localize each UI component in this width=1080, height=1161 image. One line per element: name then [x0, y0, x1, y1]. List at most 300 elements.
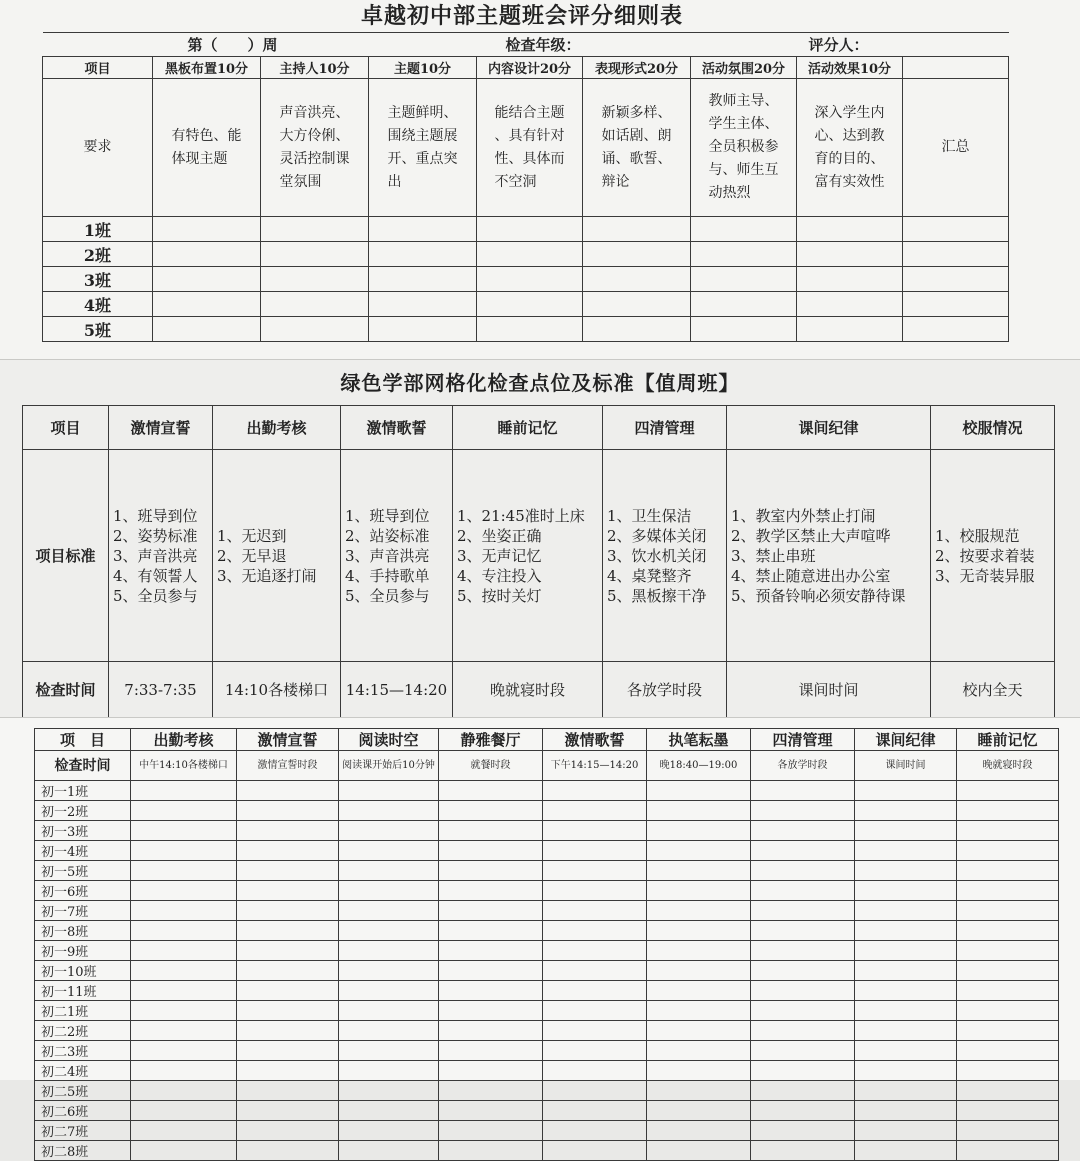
time-cell: 校内全天	[931, 662, 1055, 718]
score-cell[interactable]	[339, 821, 439, 841]
score-cell[interactable]	[855, 1041, 957, 1061]
score-cell[interactable]	[131, 1141, 237, 1161]
score-cell[interactable]	[855, 981, 957, 1001]
score-cell[interactable]	[647, 961, 751, 981]
score-cell[interactable]	[957, 981, 1059, 1001]
score-cell[interactable]	[543, 801, 647, 821]
sheet1-title: 卓越初中部主题班会评分细则表	[360, 3, 683, 29]
score-cell[interactable]	[131, 881, 237, 901]
score-cell[interactable]	[855, 921, 957, 941]
header-cell: 校服情况	[931, 406, 1055, 450]
score-cell[interactable]	[647, 1141, 751, 1161]
score-cell[interactable]	[957, 941, 1059, 961]
score-cell[interactable]	[751, 841, 855, 861]
score-cell[interactable]	[855, 1121, 957, 1141]
score-cell[interactable]	[369, 242, 477, 267]
score-cell[interactable]	[237, 1041, 339, 1061]
week-label: 第（ ）周	[187, 36, 278, 54]
req-cell: 新颖多样、 如话剧、朗 诵、歌誓、 辩论	[583, 79, 691, 217]
time-cell: 晚就寝时段	[957, 751, 1059, 781]
class-label: 初一3班	[35, 821, 131, 841]
score-cell[interactable]	[339, 1001, 439, 1021]
class-label: 初二4班	[35, 1061, 131, 1081]
table-row	[35, 981, 1059, 1001]
table-row	[35, 901, 1059, 921]
score-cell[interactable]	[543, 981, 647, 1001]
score-cell[interactable]	[957, 901, 1059, 921]
score-cell[interactable]	[261, 242, 369, 267]
score-cell[interactable]	[903, 317, 1009, 342]
time-cell: 激情宣誓时段	[237, 751, 339, 781]
table-row	[35, 961, 1059, 981]
score-cell[interactable]	[647, 921, 751, 941]
score-cell[interactable]	[131, 1081, 237, 1101]
header-cell: 四清管理	[751, 729, 855, 751]
time-cell: 阅读课开始后10分钟	[339, 751, 439, 781]
score-cell[interactable]	[647, 841, 751, 861]
score-cell[interactable]	[261, 267, 369, 292]
score-cell[interactable]	[543, 1101, 647, 1121]
score-cell[interactable]	[439, 1101, 543, 1121]
score-cell[interactable]	[543, 1021, 647, 1041]
header-cell: 激情宣誓	[237, 729, 339, 751]
std-label: 项目标准	[23, 450, 109, 662]
score-cell[interactable]	[237, 1121, 339, 1141]
score-cell[interactable]	[647, 1041, 751, 1061]
score-cell[interactable]	[543, 1081, 647, 1101]
score-cell[interactable]	[153, 317, 261, 342]
score-cell[interactable]	[369, 292, 477, 317]
class-label: 初一4班	[35, 841, 131, 861]
score-cell[interactable]	[339, 1101, 439, 1121]
score-cell[interactable]	[751, 881, 855, 901]
score-cell[interactable]	[439, 781, 543, 801]
score-cell[interactable]	[439, 1021, 543, 1041]
req-cell: 教师主导、 学生主体、 全员积极参 与、师生互 动热烈	[691, 79, 797, 217]
score-cell[interactable]	[237, 1141, 339, 1161]
score-cell[interactable]	[691, 317, 797, 342]
header-cell: 睡前记忆	[453, 406, 603, 450]
score-cell[interactable]	[751, 1101, 855, 1121]
score-cell[interactable]	[751, 1041, 855, 1061]
class-label: 初二1班	[35, 1001, 131, 1021]
class-label: 初一7班	[35, 901, 131, 921]
header-cell: 静雅餐厅	[439, 729, 543, 751]
sheet2-table	[22, 405, 1055, 718]
time-cell: 晚就寝时段	[453, 662, 603, 718]
class-label: 初二7班	[35, 1121, 131, 1141]
req-cell: 能结合主题 、具有针对 性、具体而 不空洞	[477, 79, 583, 217]
score-cell[interactable]	[543, 841, 647, 861]
score-cell[interactable]	[957, 1041, 1059, 1061]
score-cell[interactable]	[855, 861, 957, 881]
score-cell[interactable]	[647, 781, 751, 801]
score-cell[interactable]	[855, 841, 957, 861]
score-cell[interactable]	[237, 1081, 339, 1101]
score-cell[interactable]	[439, 1121, 543, 1141]
score-cell[interactable]	[647, 881, 751, 901]
score-cell[interactable]	[543, 1141, 647, 1161]
class-label: 初一11班	[35, 981, 131, 1001]
header-cell: 四清管理	[603, 406, 727, 450]
sheet1-meta-row	[43, 33, 1009, 57]
score-cell[interactable]	[855, 1081, 957, 1101]
class-label: 3班	[43, 267, 153, 292]
score-cell[interactable]	[855, 781, 957, 801]
score-cell[interactable]	[439, 861, 543, 881]
time-cell: 课间时间	[855, 751, 957, 781]
table-row	[35, 881, 1059, 901]
score-cell[interactable]	[903, 292, 1009, 317]
score-cell[interactable]	[647, 1101, 751, 1121]
score-cell[interactable]	[543, 781, 647, 801]
score-cell[interactable]	[439, 941, 543, 961]
sheet1-table	[42, 32, 1009, 342]
score-cell[interactable]	[855, 1061, 957, 1081]
time-cell: 各放学时段	[603, 662, 727, 718]
score-cell[interactable]	[131, 981, 237, 1001]
score-cell[interactable]	[339, 1041, 439, 1061]
score-cell[interactable]	[543, 961, 647, 981]
score-cell[interactable]	[957, 821, 1059, 841]
score-cell[interactable]	[237, 961, 339, 981]
std-cell: 1、校服规范 2、按要求着装 3、无奇装异服	[931, 450, 1055, 662]
std-cell: 1、教室内外禁止打闹 2、教学区禁止大声喧哗 3、禁止串班 4、禁止随意进出办公室 5、预备铃响必须安静待课	[727, 450, 931, 662]
score-cell[interactable]	[339, 921, 439, 941]
score-cell[interactable]	[369, 217, 477, 242]
sheet3-table	[34, 728, 1059, 1161]
score-cell[interactable]	[339, 1081, 439, 1101]
score-cell[interactable]	[691, 217, 797, 242]
score-cell[interactable]	[477, 267, 583, 292]
time-label: 检查时间	[23, 662, 109, 718]
time-cell: 晚18:40—19:00	[647, 751, 751, 781]
class-label: 初一5班	[35, 861, 131, 881]
score-cell[interactable]	[647, 1001, 751, 1021]
score-cell[interactable]	[647, 1061, 751, 1081]
score-cell[interactable]	[647, 981, 751, 1001]
score-cell[interactable]	[691, 242, 797, 267]
score-cell[interactable]	[957, 1021, 1059, 1041]
score-cell[interactable]	[957, 781, 1059, 801]
score-cell[interactable]	[339, 1021, 439, 1041]
score-cell[interactable]	[751, 1141, 855, 1161]
score-cell[interactable]	[543, 861, 647, 881]
score-cell[interactable]	[477, 217, 583, 242]
score-cell[interactable]	[543, 901, 647, 921]
header-cell: 阅读时空	[339, 729, 439, 751]
score-cell[interactable]	[855, 1141, 957, 1161]
score-cell[interactable]	[647, 1121, 751, 1141]
score-cell[interactable]	[339, 901, 439, 921]
score-cell[interactable]	[957, 1101, 1059, 1121]
std-cell: 1、班导到位 2、姿势标准 3、声音洪亮 4、有领誓人 5、全员参与	[109, 450, 213, 662]
score-cell[interactable]	[957, 1081, 1059, 1101]
score-cell[interactable]	[691, 292, 797, 317]
header-cell: 项目	[23, 406, 109, 450]
score-cell[interactable]	[131, 1101, 237, 1121]
score-cell[interactable]	[751, 961, 855, 981]
score-cell[interactable]	[751, 1001, 855, 1021]
score-cell[interactable]	[439, 801, 543, 821]
req-cell: 声音洪亮、 大方伶俐、 灵活控制课 堂氛围	[261, 79, 369, 217]
time-label: 检查时间	[35, 751, 131, 781]
header-cell: 出勤考核	[213, 406, 341, 450]
score-cell[interactable]	[131, 1041, 237, 1061]
req-cell: 主题鲜明、 围绕主题展 开、重点突 出	[369, 79, 477, 217]
class-label: 初二8班	[35, 1141, 131, 1161]
score-cell[interactable]	[369, 317, 477, 342]
score-cell[interactable]	[957, 1121, 1059, 1141]
score-cell[interactable]	[339, 1121, 439, 1141]
time-cell: 中午14:10各楼梯口	[131, 751, 237, 781]
time-cell: 14:15—14:20	[341, 662, 453, 718]
score-cell[interactable]	[339, 961, 439, 981]
score-cell[interactable]	[339, 1141, 439, 1161]
header-cell: 执笔耘墨	[647, 729, 751, 751]
score-cell[interactable]	[957, 1001, 1059, 1021]
summary-label: 汇总	[903, 79, 1009, 217]
score-cell[interactable]	[237, 801, 339, 821]
score-cell[interactable]	[261, 292, 369, 317]
score-cell[interactable]	[691, 267, 797, 292]
score-cell[interactable]	[855, 821, 957, 841]
header-cell: 激情宣誓	[109, 406, 213, 450]
time-cell: 课间时间	[727, 662, 931, 718]
score-cell[interactable]	[237, 1101, 339, 1121]
table-row	[35, 941, 1059, 961]
score-cell[interactable]	[543, 1121, 647, 1141]
sheet2-title: 绿色学部网格化检查点位及标准【值周班】	[340, 371, 740, 395]
score-cell[interactable]	[339, 861, 439, 881]
score-cell[interactable]	[131, 961, 237, 981]
score-cell[interactable]	[797, 267, 903, 292]
score-cell[interactable]	[237, 1061, 339, 1081]
score-cell[interactable]	[751, 1061, 855, 1081]
score-cell[interactable]	[751, 981, 855, 1001]
score-cell[interactable]	[751, 821, 855, 841]
score-cell[interactable]	[855, 881, 957, 901]
score-cell[interactable]	[797, 217, 903, 242]
score-cell[interactable]	[855, 1001, 957, 1021]
score-cell[interactable]	[237, 841, 339, 861]
score-cell[interactable]	[957, 801, 1059, 821]
score-cell[interactable]	[855, 1101, 957, 1121]
time-cell: 就餐时段	[439, 751, 543, 781]
score-cell[interactable]	[131, 921, 237, 941]
score-cell[interactable]	[439, 1081, 543, 1101]
score-cell[interactable]	[751, 1081, 855, 1101]
table-row	[35, 801, 1059, 821]
score-cell[interactable]	[153, 267, 261, 292]
score-cell[interactable]	[903, 217, 1009, 242]
score-cell[interactable]	[237, 1001, 339, 1021]
score-cell[interactable]	[647, 801, 751, 821]
score-cell[interactable]	[131, 861, 237, 881]
score-cell[interactable]	[237, 981, 339, 1001]
score-cell[interactable]	[339, 941, 439, 961]
score-cell[interactable]	[237, 821, 339, 841]
score-cell[interactable]	[957, 921, 1059, 941]
score-cell[interactable]	[543, 921, 647, 941]
std-cell: 1、卫生保洁 2、多媒体关闭 3、饮水机关闭 4、桌凳整齐 5、黑板擦干净	[603, 450, 727, 662]
score-cell[interactable]	[153, 292, 261, 317]
score-cell[interactable]	[543, 1001, 647, 1021]
score-cell[interactable]	[339, 1061, 439, 1081]
score-cell[interactable]	[237, 881, 339, 901]
score-cell[interactable]	[751, 1121, 855, 1141]
score-cell[interactable]	[647, 1021, 751, 1041]
score-cell[interactable]	[751, 801, 855, 821]
score-cell[interactable]	[583, 292, 691, 317]
score-cell[interactable]	[543, 1041, 647, 1061]
header-cell: 表现形式20分	[583, 57, 691, 79]
score-cell[interactable]	[339, 881, 439, 901]
score-cell[interactable]	[131, 1021, 237, 1041]
score-cell[interactable]	[543, 821, 647, 841]
score-cell[interactable]	[237, 941, 339, 961]
score-cell[interactable]	[339, 981, 439, 1001]
score-cell[interactable]	[543, 1061, 647, 1081]
table-row	[35, 781, 1059, 801]
score-cell[interactable]	[855, 1021, 957, 1041]
class-label: 初一6班	[35, 881, 131, 901]
score-cell[interactable]	[153, 217, 261, 242]
class-label: 初一2班	[35, 801, 131, 821]
score-cell[interactable]	[583, 242, 691, 267]
class-label: 初二3班	[35, 1041, 131, 1061]
score-cell[interactable]	[131, 841, 237, 861]
header-cell: 项 目	[35, 729, 131, 751]
score-cell[interactable]	[439, 1061, 543, 1081]
score-cell[interactable]	[751, 861, 855, 881]
score-cell[interactable]	[131, 901, 237, 921]
header-cell: 激情歌誓	[341, 406, 453, 450]
score-cell[interactable]	[339, 841, 439, 861]
std-cell: 1、21:45准时上床 2、坐姿正确 3、无声记忆 4、专注投入 5、按时关灯	[453, 450, 603, 662]
score-cell[interactable]	[647, 1081, 751, 1101]
score-cell[interactable]	[957, 881, 1059, 901]
score-cell[interactable]	[131, 801, 237, 821]
header-cell: 睡前记忆	[957, 729, 1059, 751]
score-cell[interactable]	[131, 941, 237, 961]
req-cell: 有特色、能 体现主题	[153, 79, 261, 217]
table-row	[43, 267, 1009, 292]
score-cell[interactable]	[647, 901, 751, 921]
header-cell: 课间纪律	[855, 729, 957, 751]
header-cell: 黑板布置10分	[153, 57, 261, 79]
score-cell[interactable]	[439, 901, 543, 921]
score-cell[interactable]	[477, 317, 583, 342]
grade-label: 检查年级：	[505, 36, 581, 54]
score-cell[interactable]	[957, 861, 1059, 881]
score-cell[interactable]	[131, 1061, 237, 1081]
class-label: 2班	[43, 242, 153, 267]
score-cell[interactable]	[439, 921, 543, 941]
score-cell[interactable]	[543, 941, 647, 961]
score-cell[interactable]	[477, 292, 583, 317]
score-cell[interactable]	[439, 1041, 543, 1061]
score-cell[interactable]	[369, 267, 477, 292]
score-cell[interactable]	[957, 841, 1059, 861]
score-cell[interactable]	[237, 921, 339, 941]
class-label: 初一10班	[35, 961, 131, 981]
score-cell[interactable]	[261, 217, 369, 242]
table-row	[35, 1101, 1059, 1121]
score-cell[interactable]	[855, 801, 957, 821]
score-cell[interactable]	[855, 961, 957, 981]
score-cell[interactable]	[439, 981, 543, 1001]
score-cell[interactable]	[477, 242, 583, 267]
score-cell[interactable]	[647, 821, 751, 841]
score-cell[interactable]	[797, 317, 903, 342]
score-cell[interactable]	[957, 1141, 1059, 1161]
score-cell[interactable]	[797, 292, 903, 317]
class-label: 4班	[43, 292, 153, 317]
score-cell[interactable]	[855, 941, 957, 961]
header-cell: 活动效果10分	[797, 57, 903, 79]
table-row	[43, 292, 1009, 317]
score-cell[interactable]	[583, 217, 691, 242]
header-cell: 课间纪律	[727, 406, 931, 450]
score-cell[interactable]	[439, 841, 543, 861]
score-cell[interactable]	[237, 861, 339, 881]
score-cell[interactable]	[797, 242, 903, 267]
std-cell: 1、班导到位 2、站姿标准 3、声音洪亮 4、手持歌单 5、全员参与	[341, 450, 453, 662]
score-cell[interactable]	[751, 901, 855, 921]
score-cell[interactable]	[131, 1121, 237, 1141]
score-cell[interactable]	[751, 941, 855, 961]
score-cell[interactable]	[439, 1141, 543, 1161]
score-cell[interactable]	[131, 1001, 237, 1021]
score-cell[interactable]	[261, 317, 369, 342]
score-cell[interactable]	[439, 821, 543, 841]
score-cell[interactable]	[751, 781, 855, 801]
score-cell[interactable]	[855, 901, 957, 921]
score-cell[interactable]	[339, 781, 439, 801]
time-cell: 下午14:15—14:20	[543, 751, 647, 781]
score-cell[interactable]	[957, 1061, 1059, 1081]
score-cell[interactable]	[237, 901, 339, 921]
table-row	[43, 217, 1009, 242]
score-cell[interactable]	[339, 801, 439, 821]
score-cell[interactable]	[131, 821, 237, 841]
score-cell[interactable]	[957, 961, 1059, 981]
score-cell[interactable]	[903, 242, 1009, 267]
class-label: 初二6班	[35, 1101, 131, 1121]
score-cell[interactable]	[647, 941, 751, 961]
score-cell[interactable]	[751, 1021, 855, 1041]
score-cell[interactable]	[439, 881, 543, 901]
score-cell[interactable]	[903, 267, 1009, 292]
score-cell[interactable]	[131, 781, 237, 801]
class-label: 5班	[43, 317, 153, 342]
score-cell[interactable]	[237, 1021, 339, 1041]
class-label: 1班	[43, 217, 153, 242]
req-label: 要求	[43, 79, 153, 217]
table-row	[35, 1081, 1059, 1101]
score-cell[interactable]	[237, 781, 339, 801]
class-label: 初一1班	[35, 781, 131, 801]
score-cell[interactable]	[439, 961, 543, 981]
score-cell[interactable]	[153, 242, 261, 267]
score-cell[interactable]	[583, 317, 691, 342]
score-cell[interactable]	[543, 881, 647, 901]
score-cell[interactable]	[583, 267, 691, 292]
score-cell[interactable]	[751, 921, 855, 941]
score-cell[interactable]	[647, 861, 751, 881]
score-cell[interactable]	[439, 1001, 543, 1021]
